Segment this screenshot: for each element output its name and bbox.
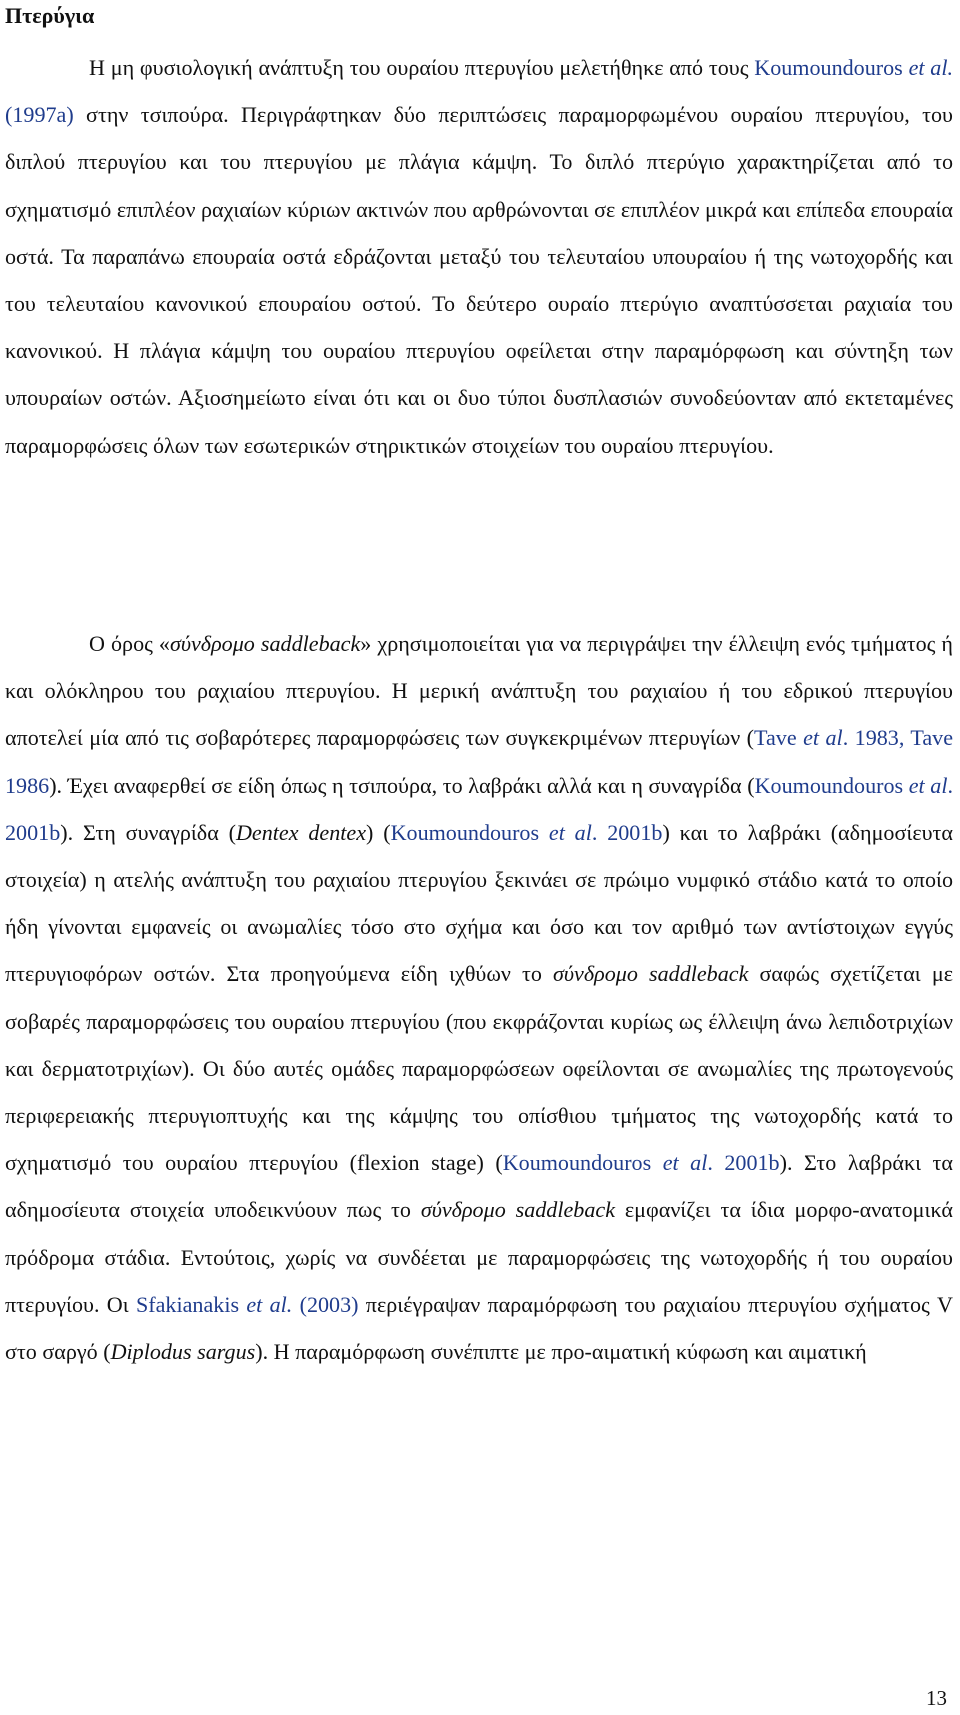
paragraph-2-text: ). Στο λαβράκι τα αδημοσίευτα στοιχεία υποδεικνύουν πως το xyxy=(5,1150,954,1223)
paragraph-1-text: στην τσιπούρα. Περιγράφτηκαν δύο περιπτώσεις παραμορφωμένου ουραίου πτερυγίου, του διπλού πτερυγίου και του πτερυγίου με πλάγια κάμψη. Το διπλό πτερύγιο χαρακτηρίζεται από το σχηματισμό επιπλέον ραχιαίων κύριων ακτινών που αρθρώνονται σε επιπλέον μικρά και επίπεδα επουραία οστά. Τα παραπάνω επουραία οστά εδράζονται μεταξύ του τελευταίου υπουραίου ή της νωτοχορδής και του τελευταίου κανονικού επουραίου οστού. Το δεύτερο ουραίο πτερύγιο αναπτύσσεται ραχιαία του κανονικού. Η πλάγια κάμψη του ουραίου πτερυγίου οφείλεται στην παραμόρφωση και σύντηξη των υπουραίων οστών. Αξιοσημείωτο είναι ότι και οι δυο τύποι δυσπλασιών συνοδεύονταν από εκτεταμένες παραμορφώσεις όλων των εσωτερικών στηρικτικών στοιχείων του ουραίου πτερυγίου. xyxy=(5,102,953,458)
species-name: Dentex dentex xyxy=(235,819,367,845)
paragraph-2-text: ) και το λαβράκι (αδημοσίευτα στοιχεία) η ατελής ανάπτυξη του ραχιαίου πτερυγίου ξεκινάει σε πρώιμο νυμφικό στάδιο κατά το οποίο ήδη γίνονται εμφανείς οι ανωμαλίες τόσο στο σχήμα και όσο και τον αριθμό των αντίστοιχων εγγύς πτερυγιοφόρων οστών. Στα προηγούμενα είδη ιχθύων το xyxy=(5,819,954,987)
citation-sfakianakis-2003[interactable]: Sfakianakis et al. (2003) xyxy=(135,1291,359,1317)
citation-koumoundouros-1997a[interactable]: Koumoundouros et al. (1997a) xyxy=(5,55,953,128)
term-saddleback-syndrome: σύνδρομο saddleback xyxy=(169,631,361,656)
paragraph-2-text: » χρησιμοποιείται για να περιγράψει την έλλειψη ενός τμήματος ή και ολόκληρου του ραχιαίου πτερυγίου. Η μερική ανάπτυξη του ραχιαίου ή του εδρικού πτερυγίου αποτελεί μία από τις σοβαρότερες παραμορφώσεις των συγκεκριμένων πτερυγίων ( xyxy=(5,631,953,751)
paragraph-1-text: Η μη φυσιολογική ανάπτυξη του ουραίου πτερυγίου μελετήθηκε από τους xyxy=(89,55,755,80)
citation-koumoundouros-2001b[interactable]: Koumoundouros et al. 2001b xyxy=(390,819,663,845)
term-saddleback-syndrome: σύνδρομο saddleback xyxy=(553,961,749,987)
paragraph-2-text: περιέγραψαν παραμόρφωση του ραχιαίου πτερυγίου σχήματος V στο σαργό ( xyxy=(5,1291,953,1365)
paragraph-2-text: ). Έχει αναφερθεί σε είδη όπως η τσιπούρα, το λαβράκι αλλά και η συναγρίδα ( xyxy=(49,772,755,798)
paragraph-2-text: ). Στη συναγρίδα ( xyxy=(60,819,236,845)
species-name: Diplodus sargus xyxy=(110,1339,256,1365)
page-number: 13 xyxy=(926,1686,947,1710)
citation-tave[interactable]: Tave et al. 1983, Tave 1986 xyxy=(5,725,954,798)
document-page xyxy=(5,0,955,1715)
section-heading: Πτερύγια xyxy=(5,3,95,28)
paragraph-2-text: ). Η παραμόρφωση συνέπιπτε με προ-αιματική κύφωση και αιματική xyxy=(255,1339,867,1365)
paragraph-2-text: σαφώς σχετίζεται με σοβαρές παραμορφώσεις του ουραίου πτερυγίου (που εκφράζονται κυρίως ως έλλειψη άνω λεπιδοτριχίων και δερματοτριχίων). Οι δύο αυτές ομάδες παραμορφώσεων οφείλονται σε ανωμαλίες της πρωτογενούς περιφερειακής πτερυγιοπτυχής και της κάμψης του οπίσθιου τμήματος της νωτοχορδής κατά το σχηματισμό του ουραίου πτερυγίου (flexion stage) ( xyxy=(5,961,953,1176)
citation-koumoundouros-2001b[interactable]: Koumoundouros et al. 2001b xyxy=(5,772,954,845)
paragraph-2 xyxy=(5,620,953,1375)
term-saddleback-syndrome: σύνδρομο saddleback xyxy=(420,1197,615,1223)
paragraph-2-text: εμφανίζει τα ίδια μορφο-ανατομικά πρόδρομα στάδια. Εντούτοις, χωρίς να συνδέεται με παραμορφώσεις της νωτοχορδής ή του ουραίου πτερυγίου. Οι xyxy=(5,1197,953,1317)
paragraph-2-text: Ο όρος « xyxy=(89,631,170,656)
citation-koumoundouros-2001b[interactable]: Koumoundouros et al. 2001b xyxy=(502,1150,780,1176)
paragraph-1 xyxy=(5,44,953,469)
paragraph-2-text: ) ( xyxy=(366,819,391,845)
